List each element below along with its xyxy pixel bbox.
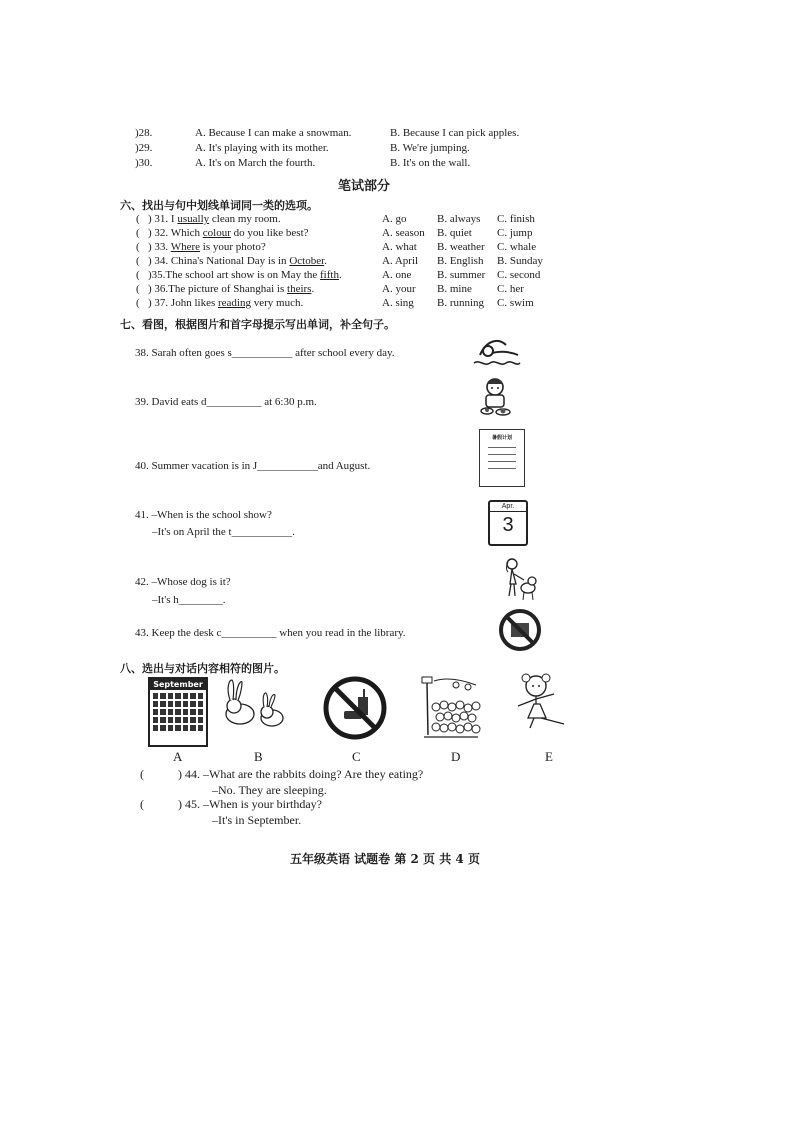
stem-text-before: The picture of Shanghai is: [168, 283, 288, 295]
calendar-cell: [168, 701, 173, 707]
question-number: )35.: [148, 269, 166, 281]
calendar-cell: [175, 717, 180, 723]
question-44-line-1: ) 44. –What are the rabbits doing? Are they eating?: [178, 767, 424, 781]
option-b: B. English: [437, 255, 484, 267]
underlined-word: fifth: [320, 269, 339, 281]
item-28-option-a: A. Because I can make a snowman.: [195, 127, 352, 139]
stem-text-after: .: [338, 269, 342, 281]
underlined-word: Where: [170, 241, 201, 253]
question-45-line-1: ) 45. –When is your birthday?: [178, 797, 322, 811]
written-part-title: 笔试部分: [338, 179, 391, 194]
question-stem: [148, 255, 327, 267]
stem-text-after: do you like best?: [230, 227, 309, 239]
answer-paren: (: [136, 269, 140, 281]
question-stem: [148, 283, 314, 295]
picture-b-label: B: [254, 749, 263, 764]
calendar-cell: [198, 693, 203, 699]
option-b: B. summer: [437, 269, 486, 281]
calendar-cell: [190, 709, 195, 715]
picture-a-september-calendar: [148, 677, 208, 747]
calendar-cell: [160, 717, 165, 723]
question-39: 39. David eats d__________ at 6:30 p.m.: [135, 396, 317, 408]
option-c: C. her: [497, 283, 524, 295]
question-45-line-2: –It's in September.: [212, 813, 302, 827]
question-stem: [148, 213, 281, 225]
answer-paren: (: [136, 283, 140, 295]
option-c: C. second: [497, 269, 541, 281]
calendar-cell: [160, 725, 165, 731]
picture-e-label: E: [545, 749, 553, 764]
calendar-cell: [198, 717, 203, 723]
item-30-option-b: B. It's on the wall.: [390, 157, 471, 169]
calendar-cell: [183, 709, 188, 715]
calendar-cell: [168, 725, 173, 731]
stem-text-after: clean my room.: [209, 213, 281, 225]
question-41-line-1: 41. –When is the school show?: [135, 509, 272, 521]
calendar-cell: [183, 717, 188, 723]
option-b: B. running: [437, 297, 485, 309]
question-38: 38. Sarah often goes s___________ after school every day.: [135, 347, 395, 359]
answer-paren: (: [136, 213, 140, 225]
calendar-cell: [183, 701, 188, 707]
question-number: ) 36.: [148, 283, 169, 295]
item-30-mark: )30.: [135, 157, 153, 169]
calendar-header: September: [150, 679, 206, 690]
question-number: ) 32.: [148, 227, 169, 239]
underlined-word: usually: [177, 213, 210, 225]
eating-dinner-image: [477, 377, 515, 419]
calendar-cell: [183, 693, 188, 699]
calendar-day: 3: [502, 514, 514, 536]
option-b: B. always: [437, 213, 481, 225]
calendar-cell: [168, 717, 173, 723]
stem-text-after: very much.: [250, 297, 304, 309]
underlined-word: theirs: [287, 283, 312, 295]
stem-text-after: is your photo?: [200, 241, 266, 253]
option-c: C. finish: [497, 213, 535, 225]
plan-title: 暑假计划: [491, 435, 512, 441]
underlined-word: October: [289, 255, 325, 267]
stem-text-after: .: [311, 283, 315, 295]
stem-text-before: John likes: [168, 297, 218, 309]
item-29-mark: )29.: [135, 142, 153, 154]
calendar-cell: [160, 701, 165, 707]
calendar-cell: [168, 709, 173, 715]
calendar-cell: [175, 725, 180, 731]
option-a: A. your: [382, 283, 416, 295]
question-42-line-2: –It's h________.: [152, 594, 226, 606]
picture-c-label: C: [352, 749, 361, 764]
question-stem: [148, 241, 266, 253]
option-a: A. season: [382, 227, 425, 239]
calendar-cell: [198, 709, 203, 715]
calendar-cell: [175, 693, 180, 699]
question-41-line-2: –It's on April the t___________.: [152, 526, 295, 538]
question-44-line-2: –No. They are sleeping.: [212, 783, 327, 797]
calendar-cell: [183, 725, 188, 731]
question-stem: [148, 297, 303, 309]
picture-a-label: A: [173, 749, 183, 764]
calendar-month: Apr.: [490, 502, 526, 512]
option-a: A. sing: [382, 297, 414, 309]
section-7-title: 七、看图，根据图片和首字母提示写出单词，补全句子。: [120, 318, 395, 331]
option-a: A. go: [382, 213, 407, 225]
calendar-cell: [153, 709, 158, 715]
option-a: A. one: [382, 269, 412, 281]
calendar-cell: [153, 725, 158, 731]
picture-e-dancing-girl: [514, 672, 572, 732]
option-b: B. weather: [437, 241, 485, 253]
question-40: 40. Summer vacation is in J___________and August.: [135, 460, 371, 472]
question-stem: [148, 269, 342, 281]
option-b: B. quiet: [437, 227, 472, 239]
section-8-title: 八、选出与对话内容相符的图片。: [120, 662, 285, 675]
option-c: C. swim: [497, 297, 534, 309]
question-43: 43. Keep the desk c__________ when you read in the library.: [135, 627, 406, 639]
stem-text-after: .: [324, 255, 327, 267]
question-number: ) 33.: [148, 241, 169, 253]
picture-d-label: D: [451, 749, 461, 764]
stem-text-before: The school art show is on May the: [165, 269, 321, 281]
calendar-cell: [190, 701, 195, 707]
underlined-word: colour: [202, 227, 231, 239]
question-42-line-1: 42. –Whose dog is it?: [135, 576, 231, 588]
item-28-mark: )28.: [135, 127, 153, 139]
calendar-cell: [153, 701, 158, 707]
question-number: ) 31.: [148, 213, 169, 225]
keep-clean-sign-image: [498, 608, 542, 652]
calendar-cell: [168, 693, 173, 699]
calendar-cell: [190, 693, 195, 699]
swimming-image: [472, 333, 522, 371]
calendar-cell: [160, 709, 165, 715]
calendar-cell: [198, 701, 203, 707]
calendar-cell: [190, 725, 195, 731]
calendar-cell: [153, 717, 158, 723]
page-footer: 五年级英语 试题卷 第 2 页 共 4 页: [290, 852, 480, 866]
underlined-word: reading: [217, 297, 251, 309]
item-29-option-b: B. We're jumping.: [390, 142, 470, 154]
question-45-paren: (: [140, 797, 144, 811]
item-28-option-b: B. Because I can pick apples.: [390, 127, 520, 139]
picture-d-school-show: [416, 675, 482, 743]
girl-with-dog-image: [500, 556, 540, 606]
calendar-cell: [198, 725, 203, 731]
question-number: ) 34.: [148, 255, 169, 267]
option-a: A. what: [382, 241, 417, 253]
summer-plan-paper-image: [479, 429, 525, 487]
calendar-cell: [175, 701, 180, 707]
option-c: C. whale: [497, 241, 537, 253]
option-c: C. jump: [497, 227, 533, 239]
option-a: A. April: [382, 255, 419, 267]
section-6-title: 六、找出与句中划线单词同一类的选项。: [120, 199, 318, 212]
question-stem: [148, 227, 309, 239]
answer-paren: (: [136, 227, 140, 239]
answer-paren: (: [136, 241, 140, 253]
calendar-cell: [153, 693, 158, 699]
option-b: B. mine: [437, 283, 472, 295]
option-c: B. Sunday: [497, 255, 543, 267]
stem-text-before: I: [168, 213, 178, 225]
stem-text-before: China's National Day is in: [168, 255, 290, 267]
april-calendar-image: [488, 500, 528, 546]
calendar-grid: [150, 690, 206, 734]
calendar-cell: [175, 709, 180, 715]
item-30-option-a: A. It's on March the fourth.: [195, 157, 316, 169]
item-29-option-a: A. It's playing with its mother.: [195, 142, 329, 154]
calendar-cell: [190, 717, 195, 723]
question-44-paren: (: [140, 767, 144, 781]
picture-c-no-food-sign: [322, 675, 388, 741]
answer-paren: (: [136, 255, 140, 267]
answer-paren: (: [136, 297, 140, 309]
question-number: ) 37.: [148, 297, 169, 309]
picture-b-rabbits: [220, 678, 292, 728]
stem-text-before: Which: [168, 227, 203, 239]
calendar-cell: [160, 693, 165, 699]
